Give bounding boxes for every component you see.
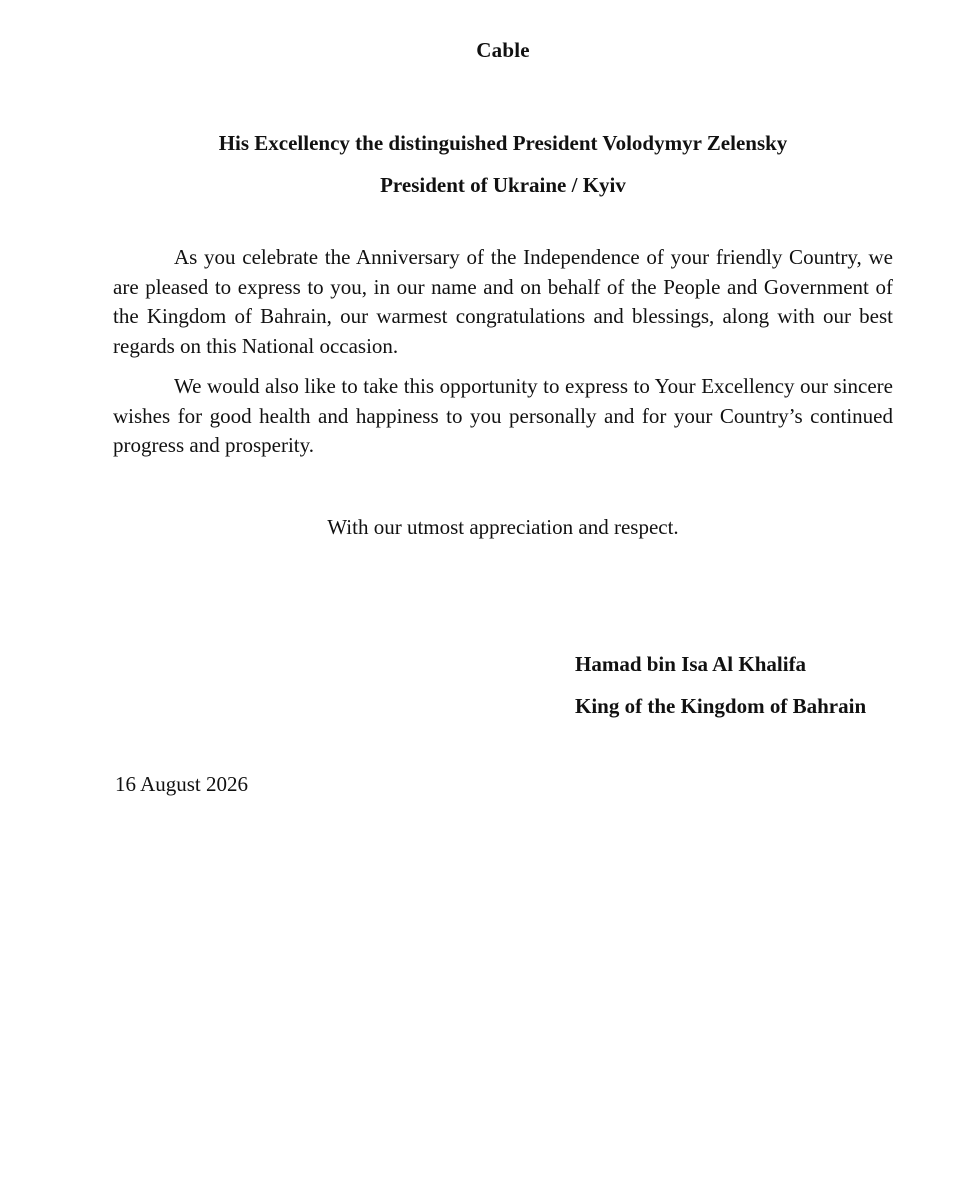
signature-block	[575, 643, 866, 727]
document-date: 16 August 2026	[115, 772, 249, 796]
letter-body	[113, 243, 893, 472]
document-title: Cable	[476, 38, 530, 62]
addressee-block	[0, 122, 970, 206]
addressee-name: His Excellency the distinguished President Volodymyr Zelensky	[218, 131, 788, 155]
addressee-title: President of Ukraine / Kyiv	[380, 173, 626, 197]
closing-line: With our utmost appreciation and respect.	[327, 515, 679, 539]
body-paragraph-2: We would also like to take this opportunity to express to Your Excellency our sincere wishes for good health and happiness to you personally and for your Country’s continued progress and prosperity.	[113, 374, 893, 457]
signatory-name: Hamad bin Isa Al Khalifa	[575, 652, 807, 676]
body-paragraph-1: As you celebrate the Anniversary of the Independence of your friendly Country, we are pleased to express to you, in our name and on behalf of the People and Government of the Kingdom of Bahrain, our warmest congratulations and blessings, along with our best regards on this National occasion.	[113, 245, 893, 358]
signatory-title: King of the Kingdom of Bahrain	[575, 694, 867, 718]
